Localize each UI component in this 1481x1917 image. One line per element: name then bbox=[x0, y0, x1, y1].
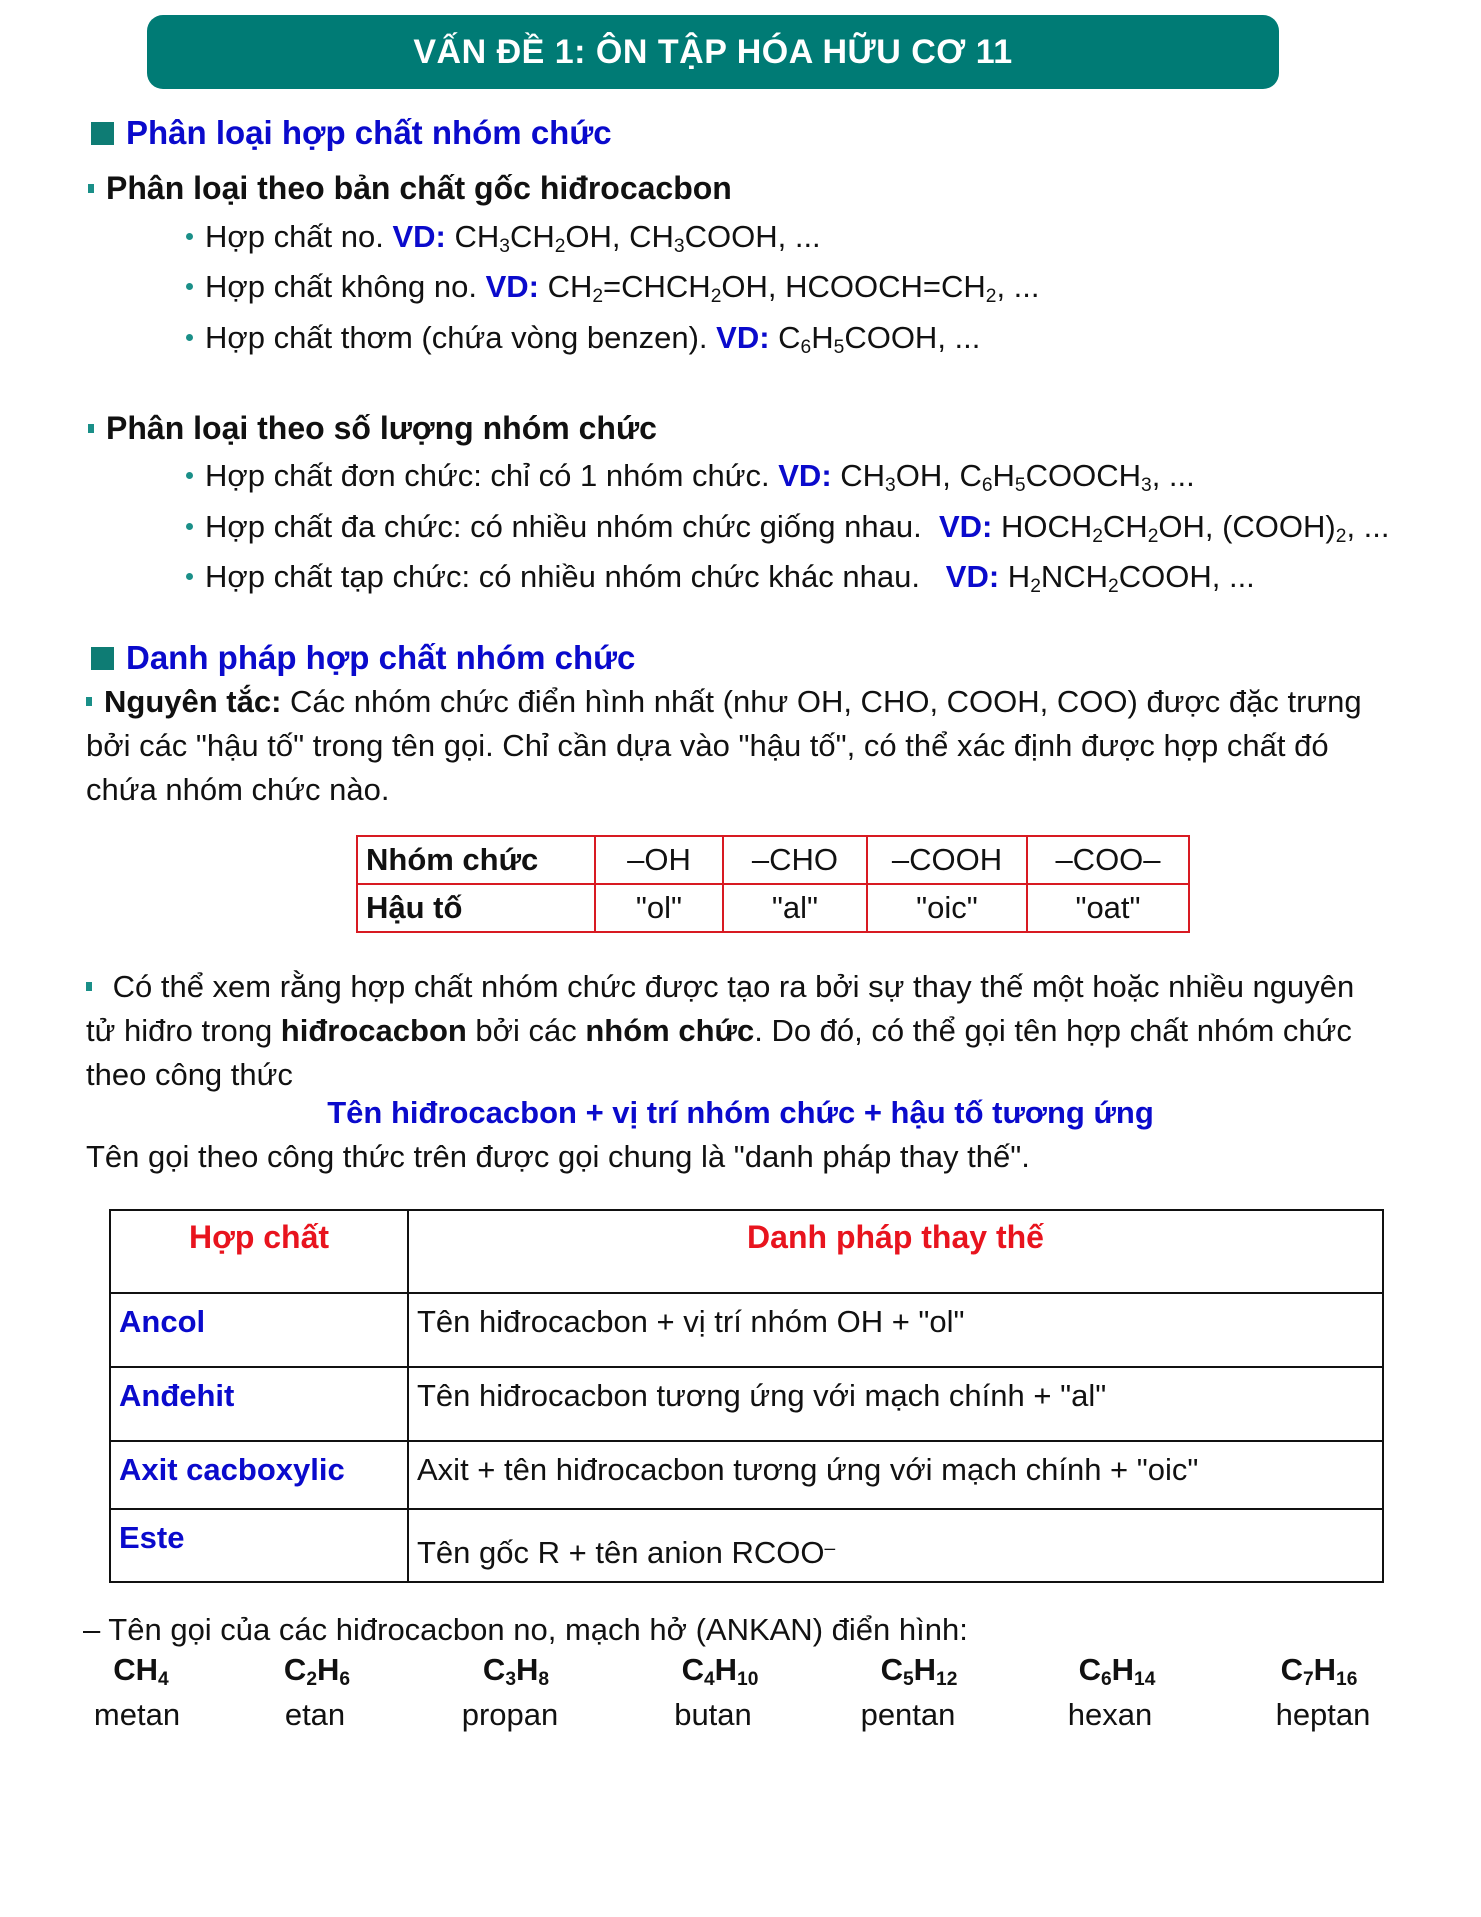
heading-text: Phân loại hợp chất nhóm chức bbox=[126, 114, 612, 151]
table-row bbox=[357, 836, 1189, 884]
dot-bullet-icon bbox=[186, 523, 193, 530]
ankan-name: propan bbox=[461, 1697, 559, 1732]
paragraph-text: . Do đó, có thể gọi tên hợp chất nhóm chức bbox=[754, 1013, 1352, 1048]
table-header-row bbox=[110, 1210, 1383, 1293]
item-text: Hợp chất thơm (chứa vòng benzen). bbox=[205, 320, 717, 355]
row-label: Hậu tố bbox=[357, 884, 595, 932]
table-cell: –OH bbox=[595, 836, 723, 884]
subheading-text: Phân loại theo bản chất gốc hiđrocacbon bbox=[106, 170, 732, 206]
dot-bullet-icon bbox=[186, 472, 193, 479]
naming-rule: Tên hiđrocacbon tương ứng với mạch chính + "al" bbox=[408, 1367, 1383, 1441]
ankan-name: heptan bbox=[1275, 1697, 1371, 1732]
vd-label: VD: bbox=[778, 458, 832, 493]
list-item bbox=[186, 269, 1040, 305]
table-cell: –COOH bbox=[867, 836, 1027, 884]
subheading-text: Phân loại theo số lượng nhóm chức bbox=[106, 410, 657, 446]
dot-bullet-icon bbox=[186, 283, 193, 290]
bold-term: hiđrocacbon bbox=[280, 1013, 467, 1048]
principle-label: Nguyên tắc: bbox=[104, 684, 282, 719]
table-row bbox=[110, 1441, 1383, 1509]
table-cell: "ol" bbox=[595, 884, 723, 932]
dot-bullet-icon bbox=[186, 334, 193, 341]
naming-table bbox=[109, 1209, 1384, 1583]
list-item bbox=[186, 458, 1195, 494]
naming-rule: Tên hiđrocacbon + vị trí nhóm OH + "ol" bbox=[408, 1293, 1383, 1367]
ankan-formula: $C_7H_{16}$ bbox=[1280, 1652, 1358, 1690]
item-text: Hợp chất no. bbox=[205, 219, 393, 254]
formula-note: Tên gọi theo công thức trên được gọi chung là "danh pháp thay thế". bbox=[86, 1139, 1030, 1174]
table-row bbox=[110, 1509, 1383, 1582]
example-formula: $H_2NCH_2COOH$, ... bbox=[999, 559, 1255, 597]
example-formula: $HOCH_2CH_2OH$, $(COOH)_2$, ... bbox=[992, 509, 1390, 547]
vd-label: VD: bbox=[392, 219, 446, 254]
paragraph-text: tử hiđro trong bbox=[86, 1013, 281, 1048]
compound-name: Axit cacboxylic bbox=[110, 1441, 408, 1509]
paragraph-line-3: theo công thức bbox=[86, 1057, 293, 1092]
ankan-name: hexan bbox=[1067, 1697, 1153, 1732]
principle-line-2: bởi các "hậu tố" trong tên gọi. Chỉ cần dựa vào "hậu tố", có thể xác định được hợp chất đó bbox=[86, 728, 1329, 763]
ankan-name: pentan bbox=[860, 1697, 956, 1732]
vd-label: VD: bbox=[716, 320, 770, 355]
small-square-bullet-icon bbox=[88, 184, 94, 193]
table-cell: –COO– bbox=[1027, 836, 1189, 884]
item-text: Hợp chất tạp chức: có nhiều nhóm chức khác nhau. bbox=[205, 559, 946, 594]
naming-rule: Tên gốc R + tên anion RCOO– bbox=[408, 1509, 1383, 1582]
example-formula: $C_6H_5COOH$, ... bbox=[769, 320, 981, 358]
example-formula: $CH_2=CHCH_2OH$, $HCOOCH=CH_2$, ... bbox=[538, 269, 1040, 307]
list-item bbox=[186, 219, 821, 255]
vd-label: VD: bbox=[945, 559, 1000, 594]
section-heading-classification bbox=[91, 114, 612, 152]
vd-label: VD: bbox=[485, 269, 539, 304]
table-cell: –CHO bbox=[723, 836, 867, 884]
ankan-formula: $C_6H_{14}$ bbox=[1078, 1652, 1156, 1690]
example-formula: $CH_3CH_2OH$, $CH_3COOH$, ... bbox=[445, 219, 821, 257]
item-text: Hợp chất không no. bbox=[205, 269, 486, 304]
table-cell: "oic" bbox=[867, 884, 1027, 932]
list-item bbox=[186, 559, 1255, 595]
table-row bbox=[110, 1367, 1383, 1441]
table-cell: "al" bbox=[723, 884, 867, 932]
ankan-formula: $CH_4$ bbox=[113, 1652, 169, 1690]
paragraph-text: bởi các bbox=[466, 1013, 586, 1048]
principle-text: Các nhóm chức điển hình nhất (như OH, CHO, COOH, COO) được đặc trưng bbox=[281, 684, 1362, 719]
ankan-name: metan bbox=[93, 1697, 181, 1732]
small-square-bullet-icon bbox=[88, 424, 94, 433]
principle-line-1 bbox=[86, 684, 1362, 720]
table-cell: "oat" bbox=[1027, 884, 1189, 932]
paragraph-line-1 bbox=[86, 969, 1354, 1005]
page-title: VẤN ĐỀ 1: ÔN TẬP HÓA HỮU CƠ 11 bbox=[413, 32, 1013, 71]
list-item bbox=[186, 509, 1390, 545]
naming-formula: Tên hiđrocacbon + vị trí nhóm chức + hậu tố tương ứng bbox=[327, 1095, 1154, 1130]
list-item bbox=[186, 320, 980, 356]
heading-text: Danh pháp hợp chất nhóm chức bbox=[126, 639, 636, 676]
example-formula: $CH_3OH$, $C_6H_5COOCH_3$, ... bbox=[831, 458, 1195, 496]
small-square-bullet-icon bbox=[86, 697, 92, 706]
table-row bbox=[110, 1293, 1383, 1367]
item-text: Hợp chất đơn chức: chỉ có 1 nhóm chức. bbox=[205, 458, 779, 493]
section-heading-nomenclature bbox=[91, 639, 635, 677]
dot-bullet-icon bbox=[186, 233, 193, 240]
row-label: Nhóm chức bbox=[357, 836, 595, 884]
square-bullet-icon bbox=[91, 647, 114, 670]
paragraph-text: Có thể xem rằng hợp chất nhóm chức được tạo ra bởi sự thay thế một hoặc nhiều nguyên bbox=[104, 969, 1355, 1004]
compound-name: Este bbox=[110, 1509, 408, 1582]
paragraph-line-2 bbox=[86, 1013, 1352, 1049]
ankan-formula: $C_5H_{12}$ bbox=[880, 1652, 958, 1690]
compound-name: Ancol bbox=[110, 1293, 408, 1367]
ankan-intro: – Tên gọi của các hiđrocacbon no, mạch hở (ANKAN) điển hình: bbox=[83, 1612, 968, 1647]
ankan-name: etan bbox=[284, 1697, 346, 1732]
small-square-bullet-icon bbox=[86, 982, 92, 991]
compound-name: Anđehit bbox=[110, 1367, 408, 1441]
ankan-formula: $C_3H_8$ bbox=[482, 1652, 550, 1690]
subheading-by-hydrocarbon bbox=[88, 170, 732, 207]
header-compound: Hợp chất bbox=[110, 1210, 408, 1293]
title-banner bbox=[147, 15, 1279, 89]
ankan-formula: $C_4H_{10}$ bbox=[681, 1652, 759, 1690]
square-bullet-icon bbox=[91, 122, 114, 145]
item-text: Hợp chất đa chức: có nhiều nhóm chức giống nhau. bbox=[205, 509, 939, 544]
dot-bullet-icon bbox=[186, 573, 193, 580]
bold-term: nhóm chức bbox=[585, 1013, 755, 1048]
ankan-name: butan bbox=[674, 1697, 752, 1732]
vd-label: VD: bbox=[938, 509, 993, 544]
principle-line-3: chứa nhóm chức nào. bbox=[86, 772, 390, 807]
table-row bbox=[357, 884, 1189, 932]
suffix-table bbox=[356, 835, 1190, 933]
subheading-by-count bbox=[88, 410, 657, 447]
naming-rule: Axit + tên hiđrocacbon tương ứng với mạch chính + "oic" bbox=[408, 1441, 1383, 1509]
header-nomenclature: Danh pháp thay thế bbox=[408, 1210, 1383, 1293]
ankan-formula: $C_2H_6$ bbox=[283, 1652, 351, 1690]
